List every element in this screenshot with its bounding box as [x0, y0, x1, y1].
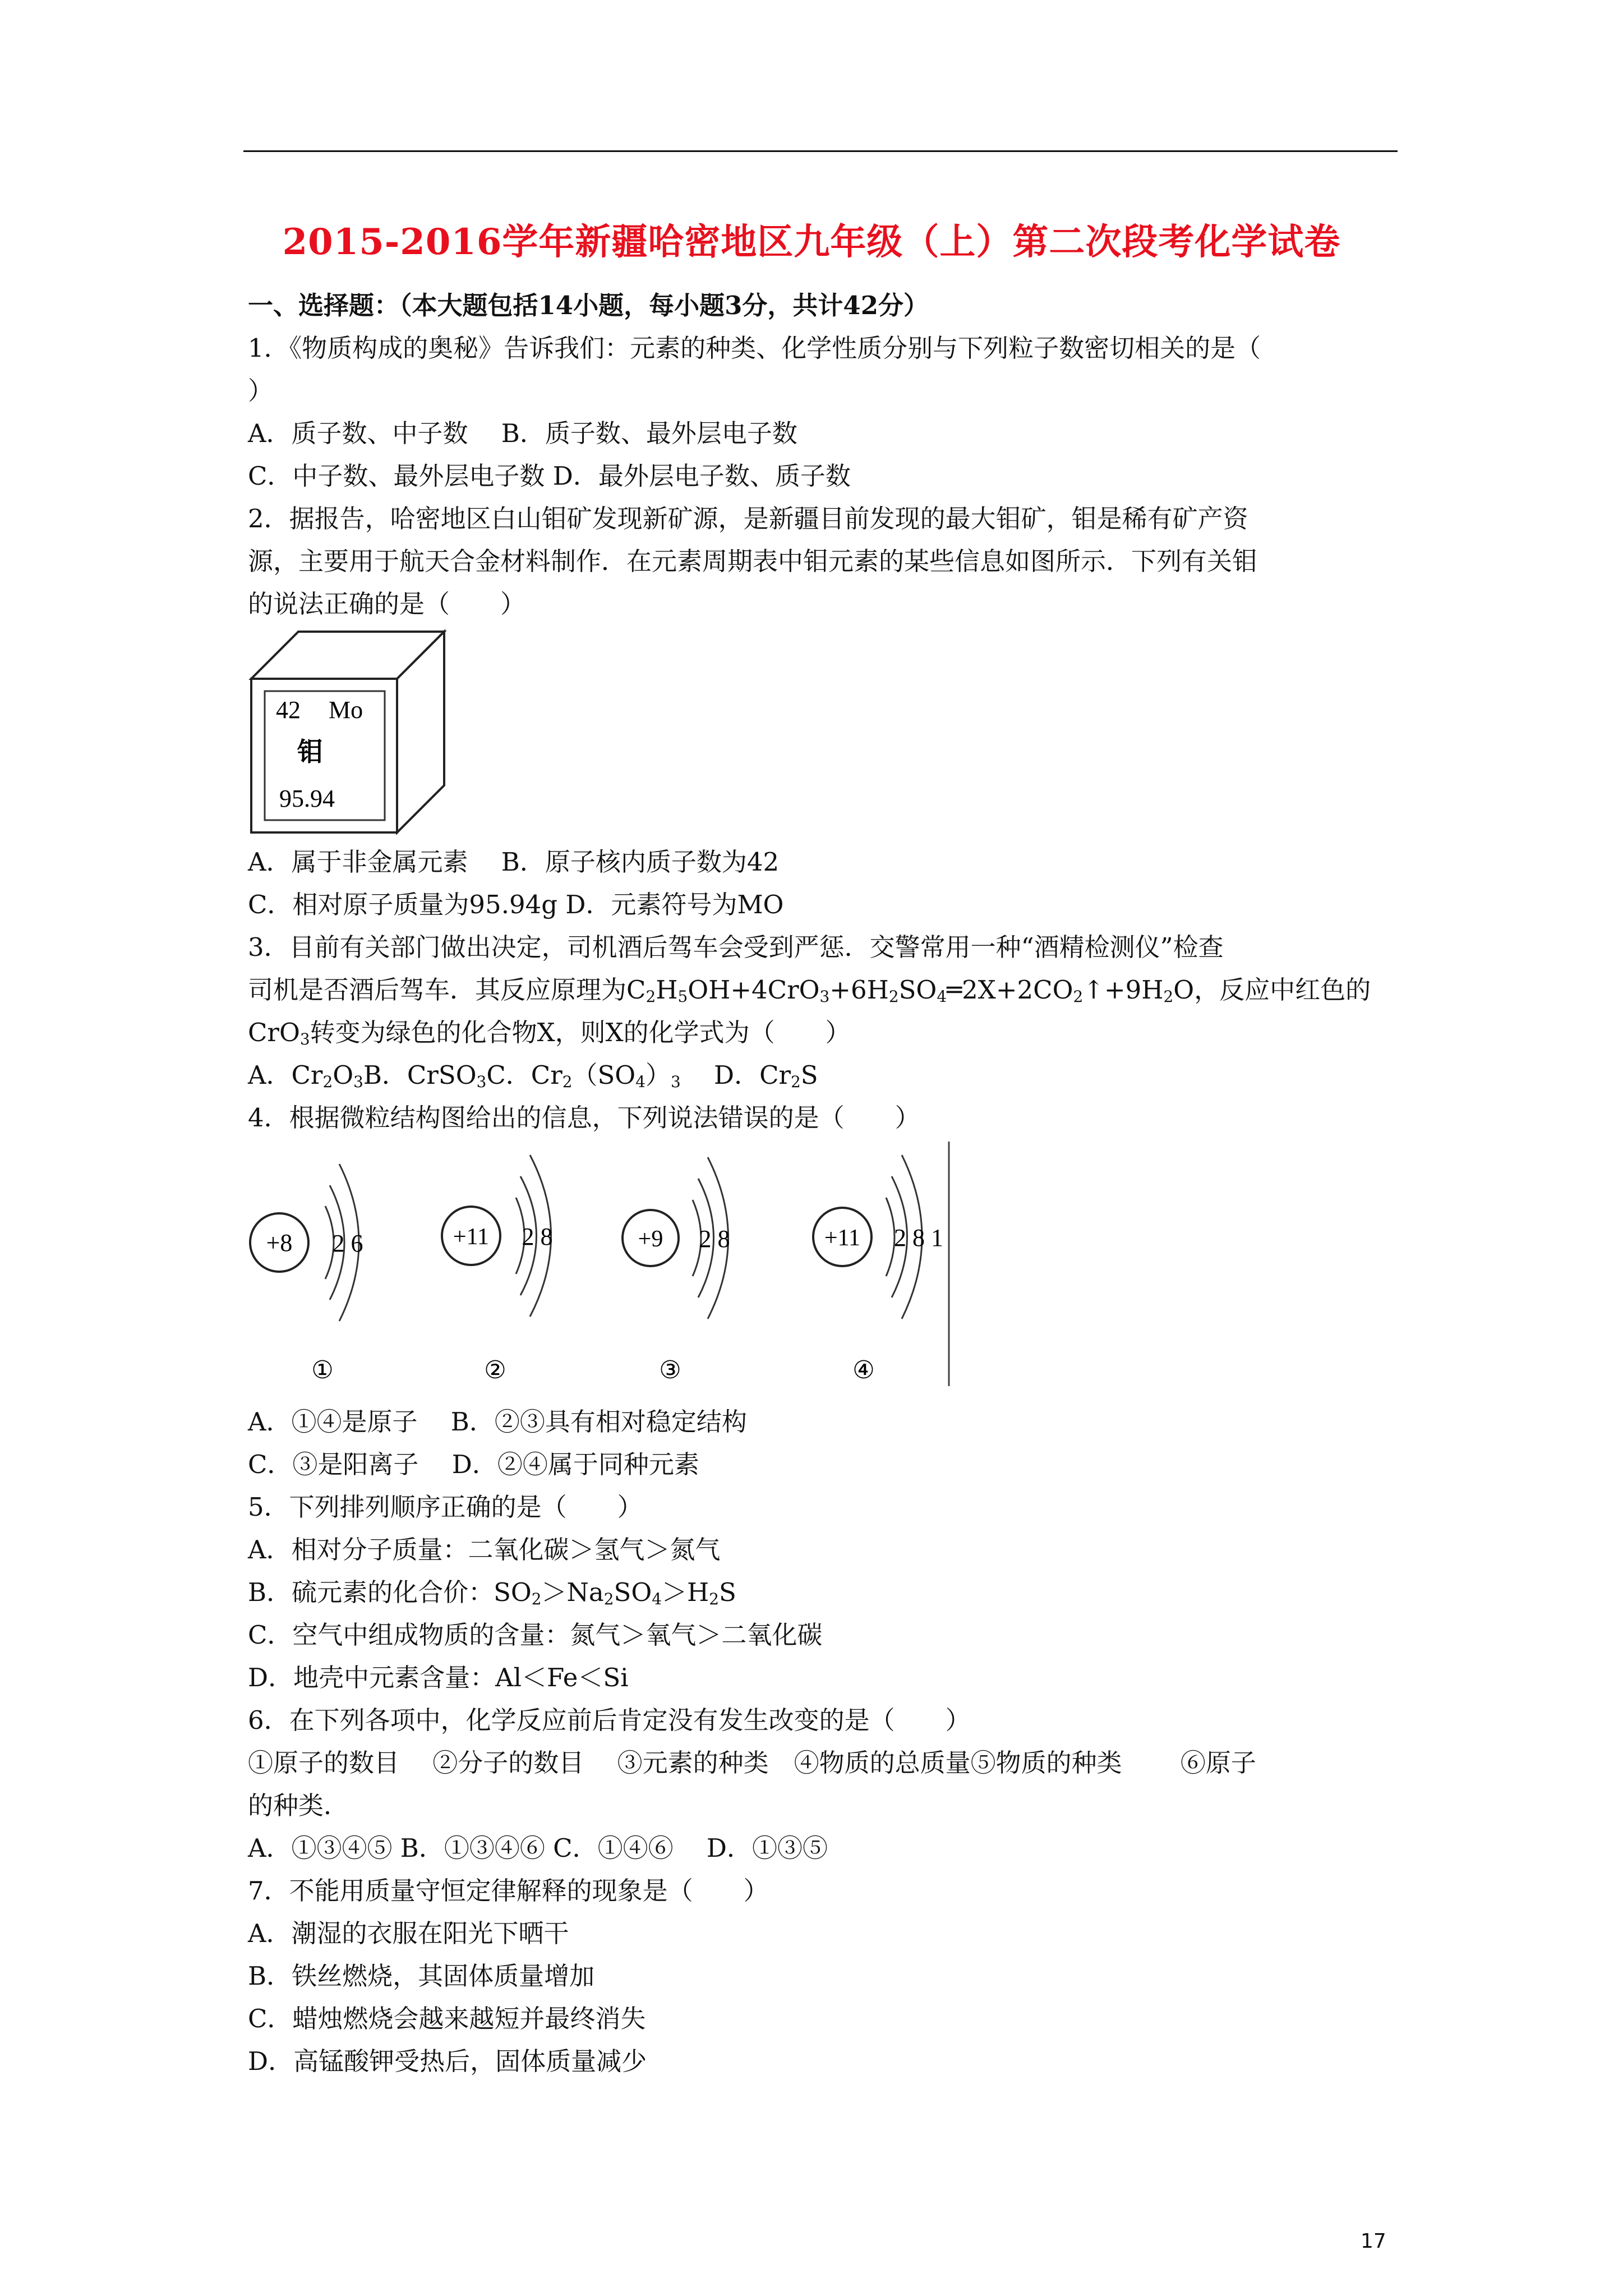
svg-text:+11: +11: [824, 1225, 861, 1251]
q7-stem: 7．不能用质量守恒定律解释的现象是（ ）: [248, 1876, 769, 1906]
q7-option-a: A．潮湿的衣服在阳光下晒干: [248, 1918, 569, 1948]
svg-text:+8: +8: [266, 1229, 293, 1257]
q1-stem-line2: ）: [248, 376, 274, 406]
q5-stem: 5．下列排列顺序正确的是（ ）: [248, 1492, 643, 1522]
svg-text:2 6: 2 6: [332, 1230, 363, 1257]
svg-text:2 8 1: 2 8 1: [894, 1224, 943, 1251]
svg-text:②: ②: [484, 1356, 506, 1384]
q5-option-a: A．相对分子质量：二氧化碳＞氢气＞氮气: [248, 1535, 721, 1565]
svg-text:+11: +11: [453, 1224, 490, 1250]
svg-text:+9: +9: [638, 1226, 663, 1252]
particle-1: [250, 1164, 363, 1384]
q4-stem: 4．根据微粒结构图给出的信息，下列说法错误的是（ ）: [248, 1103, 920, 1133]
q7-option-b: B．铁丝燃烧，其固体质量增加: [248, 1961, 595, 1991]
q3-stem-line3: CrO$_3$转变为绿色的化合物X，则X的化学式为（ ）: [248, 1018, 851, 1049]
q2-stem-line2: 源，主要用于航天合金材料制作．在元素周期表中钼元素的某些信息如图所示．下列有关钼: [248, 546, 1258, 576]
svg-text:③: ③: [659, 1356, 681, 1384]
q1-options-ab: A．质子数、中子数 B．质子数、最外层电子数: [248, 418, 797, 448]
q6-stem: 6．在下列各项中，化学反应前后肯定没有发生改变的是（ ）: [248, 1705, 971, 1735]
q5-option-b: B．硫元素的化合价：$SO_2>Na_2SO_4>H_2S$: [248, 1577, 736, 1609]
q5-option-c: C．空气中组成物质的含量：氮气＞氧气＞二氧化碳: [248, 1620, 823, 1650]
q1-stem-line1: 1．《物质构成的奥秘》告诉我们：元素的种类、化学性质分别与下列粒子数密切相关的是（: [248, 333, 1261, 363]
q2-stem-line1: 2．据报告，哈密地区白山钼矿发现新矿源，是新疆目前发现的最大钼矿，钼是稀有矿产资: [248, 504, 1248, 533]
svg-text:2 8: 2 8: [699, 1225, 730, 1253]
svg-text:①: ①: [311, 1356, 334, 1384]
particle-structure-figure: [247, 1142, 953, 1388]
element-name: 钼: [297, 737, 323, 767]
q2-options-ab: A．属于非金属元素 B．原子核内质子数为42: [248, 847, 780, 877]
section-heading: 一、选择题：（本大题包括14小题，每小题3分，共计42分）: [248, 291, 929, 320]
svg-text:④: ④: [852, 1356, 875, 1384]
page-number: 17: [1361, 2230, 1386, 2253]
element-tile-figure: [247, 628, 449, 836]
q5-option-d: D．地壳中元素含量：Al＜Fe＜Si: [248, 1663, 629, 1692]
q4-options-cd: C．③是阳离子 D．②④属于同种元素: [248, 1450, 699, 1479]
atomic-mass: 95.94: [279, 785, 335, 812]
q6-options: A．①③④⑤ B．①③④⑥ C．①④⑥ D．①③⑤: [248, 1833, 828, 1863]
page-title: 2015-2016学年新疆哈密地区九年级（上）第二次段考化学试卷: [282, 221, 1341, 263]
atomic-number: 42: [276, 696, 301, 724]
q2-options-cd: C．相对原子质量为95.94g D．元素符号为MO: [248, 890, 784, 919]
particle-3: [623, 1157, 730, 1384]
q6-items-line1: ①原子的数目 ②分子的数目 ③元素的种类 ④物质的总质量⑤物质的种类 ⑥原子: [248, 1748, 1256, 1778]
q3-stem-line2: 司机是否酒后驾车．其反应原理为$C_2H_5OH+4CrO_3+6H_2SO_4═2X+2CO_2↑+9H_2O$，反应中红色的: [248, 975, 1371, 1006]
svg-text:2 8: 2 8: [522, 1223, 553, 1250]
q3-stem-line1: 3．目前有关部门做出决定，司机酒后驾车会受到严惩．交警常用一种“酒精检测仪”检查: [248, 932, 1224, 962]
q7-option-c: C．蜡烛燃烧会越来越短并最终消失: [248, 2004, 646, 2033]
q1-options-cd: C．中子数、最外层电子数 D．最外层电子数、质子数: [248, 461, 851, 491]
q4-options-ab: A．①④是原子 B．②③具有相对稳定结构: [248, 1407, 747, 1437]
q6-items-line2: 的种类．: [248, 1791, 349, 1820]
header-rule: [243, 150, 1398, 152]
particle-2: [442, 1155, 553, 1384]
q2-stem-line3: 的说法正确的是（ ）: [248, 589, 526, 619]
q7-option-d: D．高锰酸钾受热后，固体质量减少: [248, 2046, 647, 2076]
element-symbol: Mo: [329, 696, 363, 724]
q3-options: A．$Cr_2O_3B$．CrSO$_3$C．$Cr_2(SO_4)_3$ D．$Cr_2S$: [248, 1060, 818, 1092]
particle-4: [813, 1155, 943, 1384]
